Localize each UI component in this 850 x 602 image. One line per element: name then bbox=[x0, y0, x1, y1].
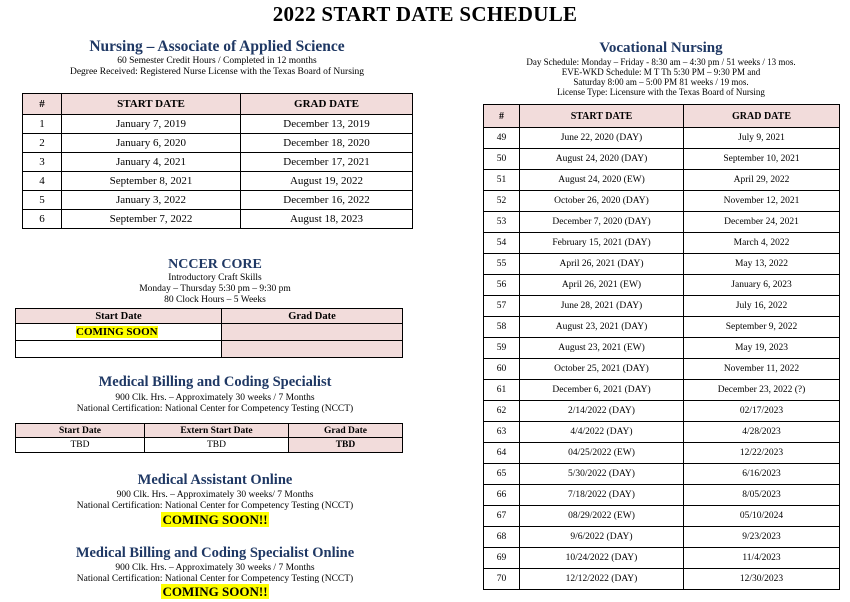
grad-date-cell: 8/05/2023 bbox=[684, 485, 840, 506]
grad-date-cell: November 11, 2022 bbox=[684, 359, 840, 380]
table-row bbox=[484, 317, 840, 338]
table-row bbox=[484, 464, 840, 485]
row-number-cell: 68 bbox=[484, 527, 520, 548]
grad-date-cell: 05/10/2024 bbox=[684, 506, 840, 527]
table-row bbox=[484, 422, 840, 443]
table-row bbox=[484, 170, 840, 191]
nccer-start-cell bbox=[16, 341, 222, 358]
grad-date-cell: 4/28/2023 bbox=[684, 422, 840, 443]
nursing-info-line: 60 Semester Credit Hours / Completed in 12 months bbox=[117, 56, 317, 66]
table-row bbox=[23, 210, 413, 229]
mbc-online-status bbox=[15, 583, 415, 601]
ma-online-title: Medical Assistant Online bbox=[137, 472, 293, 488]
row-number-cell: 63 bbox=[484, 422, 520, 443]
nursing-header-grad: GRAD DATE bbox=[241, 94, 413, 115]
start-date-cell: October 26, 2020 (DAY) bbox=[520, 191, 684, 212]
grad-date-cell: 12/22/2023 bbox=[684, 443, 840, 464]
start-date-cell: August 23, 2021 (EW) bbox=[520, 338, 684, 359]
coming-soon-badge: COMING SOON!! bbox=[162, 512, 268, 527]
row-number-cell: 55 bbox=[484, 254, 520, 275]
row-number-cell: 59 bbox=[484, 338, 520, 359]
mbc-header-start: Start Date bbox=[16, 424, 145, 438]
mbc-online-info bbox=[15, 563, 415, 585]
start-date-cell: June 22, 2020 (DAY) bbox=[520, 128, 684, 149]
table-row bbox=[23, 134, 413, 153]
table-row bbox=[484, 485, 840, 506]
grad-date-cell: April 29, 2022 bbox=[684, 170, 840, 191]
grad-date-cell: 12/30/2023 bbox=[684, 569, 840, 590]
nursing-header-num: # bbox=[23, 94, 62, 115]
start-date-cell: 10/24/2022 (DAY) bbox=[520, 548, 684, 569]
start-date-cell: December 7, 2020 (DAY) bbox=[520, 212, 684, 233]
table-row bbox=[484, 212, 840, 233]
table-row bbox=[16, 438, 403, 453]
table-row bbox=[484, 443, 840, 464]
grad-date-cell: December 18, 2020 bbox=[241, 134, 413, 153]
nccer-header-start: Start Date bbox=[16, 309, 222, 324]
row-number-cell: 6 bbox=[23, 210, 62, 229]
table-row bbox=[23, 172, 413, 191]
row-number-cell: 2 bbox=[23, 134, 62, 153]
nccer-info-line: Monday – Thursday 5:30 pm – 9:30 pm bbox=[139, 284, 291, 294]
nursing-header-row bbox=[23, 94, 413, 115]
table-row bbox=[484, 233, 840, 254]
row-number-cell: 50 bbox=[484, 149, 520, 170]
grad-date-cell: 11/4/2023 bbox=[684, 548, 840, 569]
nccer-info bbox=[15, 273, 415, 306]
nccer-info-line: Introductory Craft Skills bbox=[168, 273, 262, 283]
table-row bbox=[484, 338, 840, 359]
row-number-cell: 69 bbox=[484, 548, 520, 569]
table-row bbox=[484, 359, 840, 380]
table-row bbox=[484, 191, 840, 212]
ma-online-status bbox=[15, 511, 415, 529]
grad-date-cell: December 17, 2021 bbox=[241, 153, 413, 172]
start-date-cell: September 7, 2022 bbox=[62, 210, 241, 229]
row-number-cell: 65 bbox=[484, 464, 520, 485]
row-number-cell: 58 bbox=[484, 317, 520, 338]
grad-date-cell: 9/23/2023 bbox=[684, 527, 840, 548]
mbc-start-cell: TBD bbox=[16, 438, 145, 453]
start-date-cell: January 6, 2020 bbox=[62, 134, 241, 153]
table-row bbox=[484, 275, 840, 296]
table-row bbox=[484, 548, 840, 569]
vocational-info-line: Saturday 8:00 am – 5:00 PM 81 weeks / 19 mos. bbox=[573, 77, 749, 87]
start-date-cell: August 24, 2020 (EW) bbox=[520, 170, 684, 191]
nccer-start-cell bbox=[16, 324, 222, 341]
grad-date-cell: May 13, 2022 bbox=[684, 254, 840, 275]
table-row bbox=[484, 128, 840, 149]
mbc-table bbox=[15, 423, 403, 453]
row-number-cell: 56 bbox=[484, 275, 520, 296]
nccer-grad-cell bbox=[222, 324, 403, 341]
table-row bbox=[16, 341, 403, 358]
row-number-cell: 3 bbox=[23, 153, 62, 172]
mbc-info bbox=[15, 393, 415, 415]
table-row bbox=[16, 324, 403, 341]
row-number-cell: 62 bbox=[484, 401, 520, 422]
start-date-cell: 12/12/2022 (DAY) bbox=[520, 569, 684, 590]
start-date-cell: 5/30/2022 (DAY) bbox=[520, 464, 684, 485]
grad-date-cell: November 12, 2021 bbox=[684, 191, 840, 212]
grad-date-cell: March 4, 2022 bbox=[684, 233, 840, 254]
table-row bbox=[484, 149, 840, 170]
start-date-cell: 4/4/2022 (DAY) bbox=[520, 422, 684, 443]
nccer-header-grad: Grad Date bbox=[222, 309, 403, 324]
row-number-cell: 67 bbox=[484, 506, 520, 527]
grad-date-cell: December 13, 2019 bbox=[241, 115, 413, 134]
vocational-info-line: License Type: Licensure with the Texas Board of Nursing bbox=[557, 87, 765, 97]
mbc-title: Medical Billing and Coding Specialist bbox=[98, 374, 332, 390]
row-number-cell: 53 bbox=[484, 212, 520, 233]
mbc-online-info-line: National Certification: National Center for Competency Testing (NCCT) bbox=[76, 574, 354, 584]
vocational-header-row bbox=[484, 105, 840, 128]
grad-date-cell: December 24, 2021 bbox=[684, 212, 840, 233]
row-number-cell: 64 bbox=[484, 443, 520, 464]
start-date-cell: February 15, 2021 (DAY) bbox=[520, 233, 684, 254]
grad-date-cell: December 16, 2022 bbox=[241, 191, 413, 210]
nursing-title: Nursing – Associate of Applied Science bbox=[89, 38, 345, 55]
nccer-table bbox=[15, 308, 403, 358]
grad-date-cell: May 19, 2023 bbox=[684, 338, 840, 359]
table-row bbox=[484, 254, 840, 275]
start-date-cell: 04/25/2022 (EW) bbox=[520, 443, 684, 464]
start-date-cell: 2/14/2022 (DAY) bbox=[520, 401, 684, 422]
mbc-header-extern: Extern Start Date bbox=[145, 424, 289, 438]
table-row bbox=[23, 153, 413, 172]
nursing-table bbox=[22, 93, 413, 229]
row-number-cell: 54 bbox=[484, 233, 520, 254]
row-number-cell: 4 bbox=[23, 172, 62, 191]
table-row bbox=[484, 401, 840, 422]
grad-date-cell: December 23, 2022 (?) bbox=[684, 380, 840, 401]
coming-soon-badge: COMING SOON!! bbox=[162, 584, 268, 599]
row-number-cell: 66 bbox=[484, 485, 520, 506]
start-date-cell: September 8, 2021 bbox=[62, 172, 241, 191]
start-date-cell: August 23, 2021 (DAY) bbox=[520, 317, 684, 338]
grad-date-cell: January 6, 2023 bbox=[684, 275, 840, 296]
row-number-cell: 61 bbox=[484, 380, 520, 401]
nccer-title: NCCER CORE bbox=[168, 257, 262, 272]
start-date-cell: August 24, 2020 (DAY) bbox=[520, 149, 684, 170]
row-number-cell: 51 bbox=[484, 170, 520, 191]
vocational-info-line: EVE-WKD Schedule: M T Th 5:30 PM – 9:30 PM and bbox=[561, 67, 761, 77]
row-number-cell: 49 bbox=[484, 128, 520, 149]
grad-date-cell: July 16, 2022 bbox=[684, 296, 840, 317]
vocational-info-line: Day Schedule: Monday – Friday - 8:30 am – 4:30 pm / 51 weeks / 13 mos. bbox=[526, 57, 796, 67]
grad-date-cell: August 19, 2022 bbox=[241, 172, 413, 191]
grad-date-cell: 6/16/2023 bbox=[684, 464, 840, 485]
start-date-cell: 7/18/2022 (DAY) bbox=[520, 485, 684, 506]
mbc-extern-cell: TBD bbox=[145, 438, 289, 453]
row-number-cell: 60 bbox=[484, 359, 520, 380]
mbc-header-grad: Grad Date bbox=[289, 424, 403, 438]
grad-date-cell: July 9, 2021 bbox=[684, 128, 840, 149]
grad-date-cell: August 18, 2023 bbox=[241, 210, 413, 229]
ma-online-info-line: National Certification: National Center for Competency Testing (NCCT) bbox=[76, 501, 354, 511]
nursing-info bbox=[22, 56, 412, 78]
mbc-grad-cell: TBD bbox=[289, 438, 403, 453]
mbc-header-row bbox=[16, 424, 403, 438]
mbc-info-line: 900 Clk. Hrs. – Approximately 30 weeks / 7 Months bbox=[115, 393, 315, 403]
coming-soon-badge: COMING SOON bbox=[76, 326, 158, 338]
start-date-cell: 9/6/2022 (DAY) bbox=[520, 527, 684, 548]
row-number-cell: 57 bbox=[484, 296, 520, 317]
table-row bbox=[484, 569, 840, 590]
nccer-info-line: 80 Clock Hours – 5 Weeks bbox=[164, 295, 266, 305]
vocational-table-body bbox=[484, 128, 840, 590]
table-row bbox=[484, 506, 840, 527]
start-date-cell: January 4, 2021 bbox=[62, 153, 241, 172]
row-number-cell: 5 bbox=[23, 191, 62, 210]
page-title: 2022 START DATE SCHEDULE bbox=[272, 2, 578, 26]
mbc-online-title: Medical Billing and Coding Specialist Online bbox=[75, 545, 355, 561]
row-number-cell: 52 bbox=[484, 191, 520, 212]
start-date-cell: April 26, 2021 (DAY) bbox=[520, 254, 684, 275]
row-number-cell: 1 bbox=[23, 115, 62, 134]
start-date-cell: 08/29/2022 (EW) bbox=[520, 506, 684, 527]
ma-online-info-line: 900 Clk. Hrs. – Approximately 30 weeks/ 7 Months bbox=[116, 490, 314, 500]
vocational-info bbox=[482, 57, 840, 97]
start-date-cell: October 25, 2021 (DAY) bbox=[520, 359, 684, 380]
table-row bbox=[23, 191, 413, 210]
nursing-header-start: START DATE bbox=[62, 94, 241, 115]
nursing-table-body bbox=[23, 115, 413, 229]
vocational-header-num: # bbox=[484, 105, 520, 128]
table-row bbox=[23, 115, 413, 134]
vocational-table bbox=[483, 104, 840, 590]
nursing-info-line: Degree Received: Registered Nurse License with the Texas Board of Nursing bbox=[69, 67, 365, 77]
start-date-cell: April 26, 2021 (EW) bbox=[520, 275, 684, 296]
vocational-title: Vocational Nursing bbox=[599, 40, 723, 56]
mbc-info-line: National Certification: National Center for Competency Testing (NCCT) bbox=[76, 404, 354, 414]
grad-date-cell: September 10, 2021 bbox=[684, 149, 840, 170]
mbc-online-info-line: 900 Clk. Hrs. – Approximately 30 weeks / 7 Months bbox=[115, 563, 315, 573]
start-date-cell: January 3, 2022 bbox=[62, 191, 241, 210]
vocational-header-start: START DATE bbox=[520, 105, 684, 128]
start-date-cell: December 6, 2021 (DAY) bbox=[520, 380, 684, 401]
table-row bbox=[484, 527, 840, 548]
start-date-cell: June 28, 2021 (DAY) bbox=[520, 296, 684, 317]
nccer-header-row bbox=[16, 309, 403, 324]
start-date-cell: January 7, 2019 bbox=[62, 115, 241, 134]
table-row bbox=[484, 380, 840, 401]
table-row bbox=[484, 296, 840, 317]
grad-date-cell: September 9, 2022 bbox=[684, 317, 840, 338]
row-number-cell: 70 bbox=[484, 569, 520, 590]
vocational-header-grad: GRAD DATE bbox=[684, 105, 840, 128]
grad-date-cell: 02/17/2023 bbox=[684, 401, 840, 422]
nccer-grad-cell bbox=[222, 341, 403, 358]
ma-online-info bbox=[15, 490, 415, 512]
